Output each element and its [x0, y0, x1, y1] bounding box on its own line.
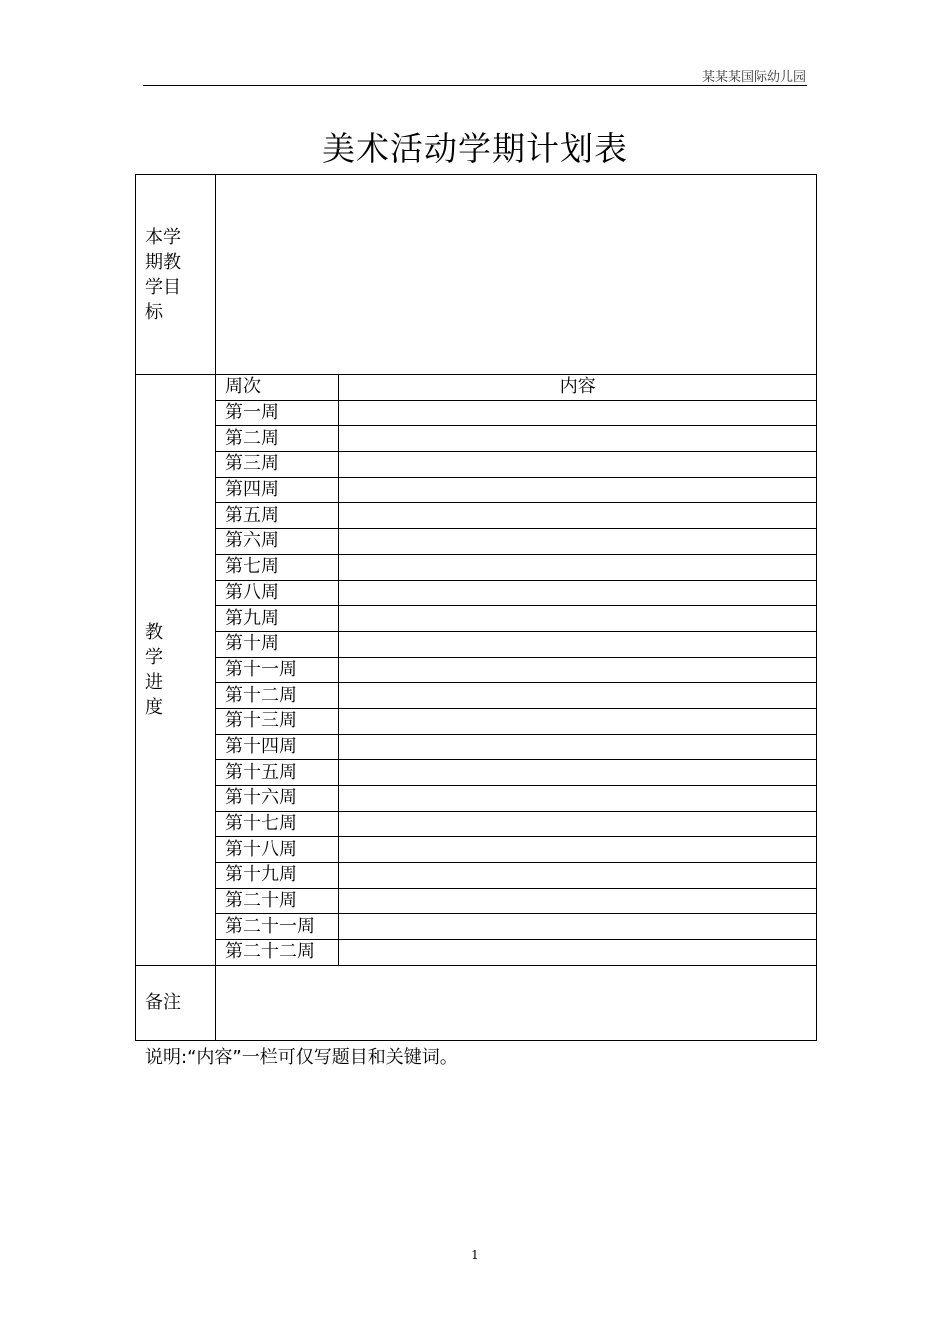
- goals-label-line: 本学: [145, 226, 181, 248]
- schedule-header-row: [216, 375, 817, 400]
- weekly-schedule-table: [216, 375, 817, 965]
- week-row: [216, 400, 817, 426]
- week-content-cell[interactable]: [338, 657, 817, 683]
- week-row: [216, 554, 817, 580]
- progress-row: [136, 375, 817, 966]
- week-row: [216, 683, 817, 709]
- remarks-label: 备注: [136, 965, 216, 1040]
- week-label: 第十二周: [216, 683, 338, 709]
- week-label: 第六周: [216, 529, 338, 555]
- week-content-cell[interactable]: [338, 811, 817, 837]
- week-row: [216, 580, 817, 606]
- week-label: 第二周: [216, 426, 338, 452]
- week-label: 第十八周: [216, 837, 338, 863]
- week-label: 第十三周: [216, 708, 338, 734]
- progress-label: [136, 375, 216, 966]
- week-content-cell[interactable]: [338, 452, 817, 478]
- remarks-row: [136, 965, 817, 1040]
- week-row: [216, 837, 817, 863]
- remarks-input-area[interactable]: [216, 965, 817, 1040]
- content-column-header: 内容: [338, 375, 817, 400]
- week-content-cell[interactable]: [338, 863, 817, 889]
- week-row: [216, 606, 817, 632]
- week-label: 第十四周: [216, 734, 338, 760]
- progress-label-char: 学: [145, 646, 163, 668]
- goals-label-line: 学目: [145, 276, 181, 298]
- week-row: [216, 888, 817, 914]
- goals-label: [136, 175, 216, 375]
- week-label: 第一周: [216, 400, 338, 426]
- week-content-cell[interactable]: [338, 631, 817, 657]
- week-content-cell[interactable]: [338, 477, 817, 503]
- week-row: [216, 940, 817, 965]
- week-label: 第二十一周: [216, 914, 338, 940]
- week-row: [216, 426, 817, 452]
- week-content-cell[interactable]: [338, 734, 817, 760]
- header-school-name: 某某某国际幼儿园: [701, 70, 806, 85]
- week-row: [216, 529, 817, 555]
- week-label: 第八周: [216, 580, 338, 606]
- week-content-cell[interactable]: [338, 837, 817, 863]
- progress-label-char: 教: [145, 621, 163, 643]
- plan-table: [135, 174, 817, 1041]
- week-label: 第十五周: [216, 760, 338, 786]
- week-content-cell[interactable]: [338, 940, 817, 965]
- week-row: [216, 452, 817, 478]
- page-title: 美术活动学期计划表: [322, 129, 628, 168]
- week-content-cell[interactable]: [338, 426, 817, 452]
- week-content-cell[interactable]: [338, 503, 817, 529]
- week-label: 第十周: [216, 631, 338, 657]
- week-content-cell[interactable]: [338, 606, 817, 632]
- week-label: 第二十二周: [216, 940, 338, 965]
- week-row: [216, 708, 817, 734]
- week-row: [216, 657, 817, 683]
- week-label: 第七周: [216, 554, 338, 580]
- week-content-cell[interactable]: [338, 580, 817, 606]
- week-content-cell[interactable]: [338, 529, 817, 555]
- week-content-cell[interactable]: [338, 683, 817, 709]
- week-label: 第五周: [216, 503, 338, 529]
- week-content-cell[interactable]: [338, 786, 817, 812]
- week-row: [216, 760, 817, 786]
- week-label: 第十六周: [216, 786, 338, 812]
- week-content-cell[interactable]: [338, 760, 817, 786]
- goals-label-line: 标: [145, 301, 163, 323]
- week-content-cell[interactable]: [338, 400, 817, 426]
- week-row: [216, 786, 817, 812]
- week-label: 第十七周: [216, 811, 338, 837]
- week-content-cell[interactable]: [338, 914, 817, 940]
- week-label: 第四周: [216, 477, 338, 503]
- goals-input-area[interactable]: [216, 175, 817, 375]
- week-column-header: 周次: [216, 375, 338, 400]
- week-label: 第三周: [216, 452, 338, 478]
- week-row: [216, 503, 817, 529]
- week-label: 第十九周: [216, 863, 338, 889]
- goals-label-line: 期教: [145, 251, 181, 273]
- week-row: [216, 734, 817, 760]
- week-row: [216, 914, 817, 940]
- progress-schedule: [216, 375, 817, 966]
- progress-label-char: 度: [145, 696, 163, 718]
- progress-label-char: 进: [145, 671, 163, 693]
- week-content-cell[interactable]: [338, 554, 817, 580]
- page-number: 1: [471, 1248, 479, 1262]
- week-label: 第九周: [216, 606, 338, 632]
- header-divider: [143, 85, 807, 86]
- footnote: 说明:“内容”一栏可仅写题目和关键词。: [145, 1047, 458, 1068]
- week-row: [216, 477, 817, 503]
- week-content-cell[interactable]: [338, 888, 817, 914]
- week-row: [216, 863, 817, 889]
- week-row: [216, 811, 817, 837]
- week-content-cell[interactable]: [338, 708, 817, 734]
- week-row: [216, 631, 817, 657]
- goals-row: [136, 175, 817, 375]
- week-label: 第二十周: [216, 888, 338, 914]
- week-label: 第十一周: [216, 657, 338, 683]
